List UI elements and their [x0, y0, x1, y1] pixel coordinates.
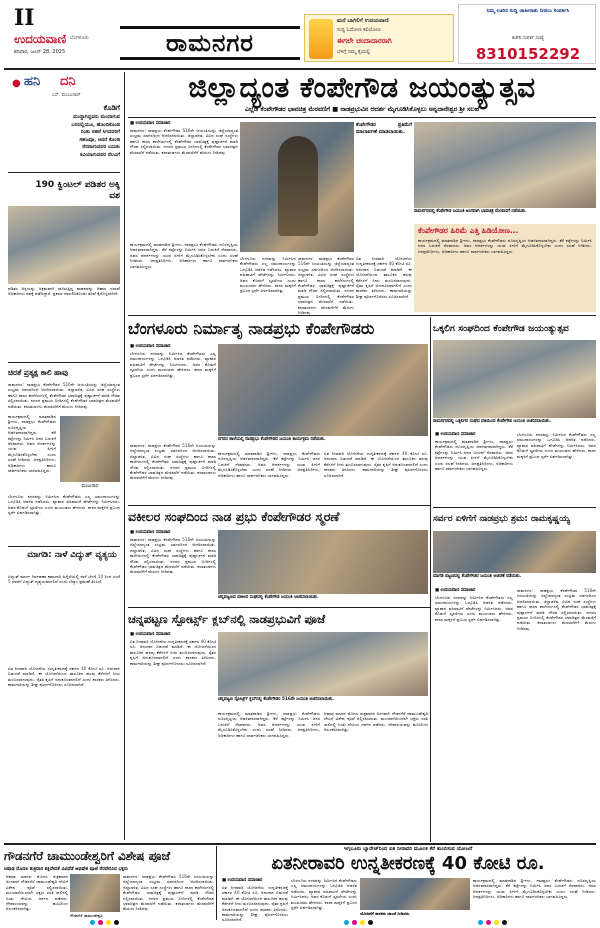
edition-title: ರಾಮನಗರ [165, 29, 255, 57]
okkaliga-photo [433, 340, 596, 418]
bottom-right-body-col3: ಕಾರ್ಯಕ್ರಮದಲ್ಲಿ ಮಾತನಾಡಿದ ಶ್ರೀಗಳು, ನಾಡಪ್ರಭು ಕೆಂಪೇಗೌಡರು ದೂರದೃಷ್ಟಿಯ ಆಡಳಿತಗಾರರಾಗಿದ್ದರು. ಕೆರೆ ಕಟ್ಟೆಗಳನ್ನು ನಿರ್ಮಿಸಿ ಜನರ ಬದುಕಿಗೆ ನೆರವಾದರು. ಅವರ ಆದರ್ಶಗಳನ್ನು ಯುವ ಪೀಳಿಗೆ ಮೈಗೂಡಿಸಿಕೊಳ್ಳಬೇಕು ಎಂದು ಸಲಹೆ ನೀಡಿದರು. ಜನಪ್ರತಿನಿಧಿಗಳು, ಅಧಿಕಾರಿಗಳು ಹಾಗೂ ಸಾರ್ವಜನಿಕರು ಭಾಗವಹಿಸಿದ್ದರು. [473, 878, 596, 900]
phone-number[interactable]: 8310152292 [475, 45, 581, 63]
lawyers-photo [218, 530, 428, 594]
divider [430, 507, 431, 842]
poem-lines [18, 114, 120, 159]
lead-body-col1b: ಕಾರ್ಯಕ್ರಮದಲ್ಲಿ ಮಾತನಾಡಿದ ಶ್ರೀಗಳು, ನಾಡಪ್ರಭು ಕೆಂಪೇಗೌಡರು ದೂರದೃಷ್ಟಿಯ ಆಡಳಿತಗಾರರಾಗಿದ್ದರು. ಕೆರೆ ಕಟ್ಟೆಗಳನ್ನು ನಿರ್ಮಿಸಿ ಜನರ ಬದುಕಿಗೆ ನೆರವಾದರು. ಅವರ ಆದರ್ಶಗಳನ್ನು ಯುವ ಪೀಳಿಗೆ ಮೈಗೂಡಿಸಿಕೊಳ್ಳಬೇಕು ಎಂದು ಸಲಹೆ ನೀಡಿದರು. ಜನಪ್ರತಿನಿಧಿಗಳು, ಅಧಿಕಾರಿಗಳು ಹಾಗೂ ಸಾರ್ವಜನಿಕರು ಭಾಗವಹಿಸಿದ್ದರು. [130, 242, 238, 269]
story3-body: ವಿದ್ಯುತ್ ಮಾರ್ಗ ನಿರ್ವಹಣಾ ಕಾಮಗಾರಿ ಹಿನ್ನೆಲೆಯಲ್ಲಿ ನಾಳೆ ಬೆಳಗ್ಗೆ 10 ರಿಂದ ಸಂಜೆ 5 ರವರೆಗೆ ವಿದ್ಯುತ್ ವ್ಯತ್ಯಯವಾಗಲಿದೆ ಎಂದು ಬೆಸ್ಕಾಂ ಪ್ರಕಟಣೆ ತಿಳಿಸಿದೆ. [8, 574, 120, 585]
poem-line: ನೆರವಾಗುವವರ ಬದುಕು [82, 144, 120, 150]
right-mid-body-col1: ಕಾರ್ಯಕ್ರಮದಲ್ಲಿ ಮಾತನಾಡಿದ ಶ್ರೀಗಳು, ನಾಡಪ್ರಭು ಕೆಂಪೇಗೌಡರು ದೂರದೃಷ್ಟಿಯ ಆಡಳಿತಗಾರರಾಗಿದ್ದರು. ಕೆರೆ ಕಟ್ಟೆಗಳನ್ನು ನಿರ್ಮಿಸಿ ಜನರ ಬದುಕಿಗೆ ನೆರವಾದರು. ಅವರ ಆದರ್ಶಗಳನ್ನು ಯುವ ಪೀಳಿಗೆ ಮೈಗೂಡಿಸಿಕೊಳ್ಳಬೇಕು ಎಂದು ಸಲಹೆ ನೀಡಿದರು. ಜನಪ್ರತಿನಿಧಿಗಳು, ಅಧಿಕಾರಿಗಳು ಹಾಗೂ ಸಾರ್ವಜನಿಕರು ಭಾಗವಹಿಸಿದ್ದರು. [435, 439, 513, 472]
bottom-right-body-col1: ಏತ ನೀರಾವರಿ ಯೋಜನೆಯ ಉನ್ನತೀಕರಣಕ್ಕೆ ಸರ್ಕಾರ 40 ಕೋಟಿ ರೂ. ಅನುದಾನ ಬಿಡುಗಡೆ ಮಾಡಿದೆ. ಈ ಯೋಜನೆಯಿಂದ ತಾಲೂಕಿನ ಹಲವು ಕೆರೆಗಳಿಗೆ ನೀರು ತುಂಬಿಸಲಾಗುವುದು. ರೈತರ ಕೃಷಿಗೆ ಅನುಕೂಲವಾಗಲಿದೆ ಎಂದು ಶಾಸಕರು ತಿಳಿಸಿದರು. ಕಾಮಗಾರಿಯನ್ನು ಶೀಘ್ರ ಪೂರ್ಣಗೊಳಿಸಲು ಸೂಚಿಸಲಾಗಿದೆ. [222, 885, 289, 923]
sarva-photo [433, 531, 596, 573]
divider [128, 505, 430, 506]
registration-mark [106, 920, 111, 925]
bottom-left-subhead: ಆಷಾಢ ಮೊದಲ ಶುಕ್ರವಾರ ಶಕ್ತಿದೇವತೆ ವಿವಿಧೆಡೆ ಅಭಿಷೇಕ ಪೂಜೆ ನೆರವೇರಿಸಿದ ಭಕ್ತರು [4, 867, 129, 872]
registration-mark [478, 920, 483, 925]
story2-body: ರಾಮನಗರ: ನಾಡಪ್ರಭು ಕೆಂಪೇಗೌಡರ 516ನೇ ಜಯಂತಿಯನ್ನು ಜಿಲ್ಲೆಯಾದ್ಯಂತ ಸಂಭ್ರಮ ಸಡಗರದಿಂದ ಆಚರಿಸಲಾಯಿತು. ಜಿಲ್ಲಾಡಳಿತ, ವಿವಿಧ ಸಂಘ ಸಂಸ್ಥೆಗಳು ಹಾಗೂ ಶಾಲಾ ಕಾಲೇಜುಗಳಲ್ಲಿ ಕೆಂಪೇಗೌಡರ ಭಾವಚಿತ್ರಕ್ಕೆ ಪುಷ್ಪಾರ್ಚನೆ ಮಾಡಿ ಗೌರವ ಸಲ್ಲಿಸಲಾಯಿತು. ನಗರದ ಪ್ರಮುಖ ಬೀದಿಗಳಲ್ಲಿ ಕೆಂಪೇಗೌಡರ ಭಾವಚಿತ್ರದ ಮೆರವಣಿಗೆ ನಡೆಯಿತು. ಕಲಾತಂಡಗಳು ಮೆರವಣಿಗೆಗೆ ಮೆರುಗು ನೀಡಿದವು. [8, 382, 120, 409]
poem-line: ಕವಿಯಾಗುವವರ ನೆಲವಿಗೆ [80, 151, 120, 158]
story1-headline: 190 ಕ್ವಿಂಟಲ್ ಪಡಿತರ ಅಕ್ಕಿ ವಶ [35, 180, 120, 201]
rice-bags-photo [8, 206, 120, 284]
lawyers-headline: ವಕೀಲರ ಸಂಘದಿಂದ ನಾಡ ಪ್ರಭು ಕೆಂಪೇಗೌಡರ ಸ್ಮರಣೆ [128, 509, 340, 524]
newspaper-icon [309, 19, 333, 59]
lead-box-title: ಕೆಂಪೇಗೌಡರ ಹಿರಿಮೆ ಎತ್ತಿ ಹಿಡಿಯೋಣ... [418, 226, 519, 235]
paper-name: ಉದಯವಾಣಿ [14, 32, 67, 46]
mid-body-col4: ಏತ ನೀರಾವರಿ ಯೋಜನೆಯ ಉನ್ನತೀಕರಣಕ್ಕೆ ಸರ್ಕಾರ 40 ಕೋಟಿ ರೂ. ಅನುದಾನ ಬಿಡುಗಡೆ ಮಾಡಿದೆ. ಈ ಯೋಜನೆಯಿಂದ ತಾಲೂಕಿನ ಹಲವು ಕೆರೆಗಳಿಗೆ ನೀರು ತುಂಬಿಸಲಾಗುವುದು. ರೈತರ ಕೃಷಿಗೆ ಅನುಕೂಲವಾಗಲಿದೆ ಎಂದು ಶಾಸಕರು ತಿಳಿಸಿದರು. ಕಾಮಗಾರಿಯನ್ನು ಶೀಘ್ರ ಪೂರ್ಣಗೊಳಿಸಲು ಸೂಚಿಸಲಾಗಿದೆ. [324, 451, 428, 478]
irrigation-photo [360, 878, 470, 910]
bottom-left-body-col2: ರಾಮನಗರ: ನಾಡಪ್ರಭು ಕೆಂಪೇಗೌಡರ 516ನೇ ಜಯಂತಿಯನ್ನು ಜಿಲ್ಲೆಯಾದ್ಯಂತ ಸಂಭ್ರಮ ಸಡಗರದಿಂದ ಆಚರಿಸಲಾಯಿತು. ಜಿಲ್ಲಾಡಳಿತ, ವಿವಿಧ ಸಂಘ ಸಂಸ್ಥೆಗಳು ಹಾಗೂ ಶಾಲಾ ಕಾಲೇಜುಗಳಲ್ಲಿ ಕೆಂಪೇಗೌಡರ ಭಾವಚಿತ್ರಕ್ಕೆ ಪುಷ್ಪಾರ್ಚನೆ ಮಾಡಿ ಗೌರವ ಸಲ್ಲಿಸಲಾಯಿತು. ನಗರದ ಪ್ರಮುಖ ಬೀದಿಗಳಲ್ಲಿ ಕೆಂಪೇಗೌಡರ ಭಾವಚಿತ್ರದ ಮೆರವಣಿಗೆ ನಡೆಯಿತು. ಕಲಾತಂಡಗಳು ಮೆರವಣಿಗೆಗೆ ಮೆರುಗು ನೀಡಿದವು. [123, 874, 214, 912]
bottom-photo-caption: ಯೋಜನೆಗೆ ಶಾಸಕರು ಚಾಲನೆ ನೀಡಿದರು. [360, 911, 411, 916]
right-mid-body-col2: ಬೆಂಗಳೂರು ನಗರವನ್ನು ನಿರ್ಮಿಸಿದ ಕೆಂಪೇಗೌಡರು ಎಲ್ಲ ಸಮುದಾಯಗಳನ್ನು ಒಗ್ಗೂಡಿಸಿ ಆಡಳಿತ ನಡೆಸಿದರು. ವ್ಯಾಪಾರ ವಹಿವಾಟಿಗೆ ಪೇಟೆಗಳನ್ನು ನಿರ್ಮಿಸಿದರು. ಅವರ ಕೊಡುಗೆ ಸ್ಮರಣೀಯ ಎಂದು ಮುಖಂಡರು ಹೇಳಿದರು. ಶಾಲಾ ಮಕ್ಕಳಿಗೆ ಪ್ರಬಂಧ ಸ್ಪರ್ಧೆ ಏರ್ಪಡಿಸಲಾಗಿತ್ತು. [517, 432, 596, 459]
heart-icon: ● [12, 78, 21, 89]
story1-body: ಪಡಿತರ ಅಕ್ಕಿಯನ್ನು ಅಕ್ರಮವಾಗಿ ಸಾಗಿಸುತ್ತಿದ್ದ ವಾಹನವನ್ನು ಆಹಾರ ಇಲಾಖೆ ಅಧಿಕಾರಿಗಳು ವಶಕ್ಕೆ ಪಡೆದಿದ್ದಾರೆ. ಪ್ರಕರಣ ದಾಖಲಿಸಿಕೊಂಡು ತನಿಖೆ ಕೈಗೊಳ್ಳಲಾಗಿದೆ. [8, 286, 120, 297]
bottom-kicker: ಇಗ್ಗಲೂರು ಬ್ಯಾರೇಜ್‌ನಿಂದ ಏತ ನೀರಾವರಿ ಮೂಲಕ ಕೆರೆ ತುಂಬಿಸುವ ಯೋಜನೆ [343, 846, 473, 852]
edition-banner [120, 26, 300, 60]
story2-headline: ಚಿರತೆ ಪ್ರತ್ಯಕ್ಷ ಕಾಲಿ ಹಾವು [8, 368, 69, 377]
mid-school-photo [218, 344, 428, 436]
registration-mark [344, 920, 349, 925]
lead-body-col2: ಬೆಂಗಳೂರು ನಗರವನ್ನು ನಿರ್ಮಿಸಿದ ಕೆಂಪೇಗೌಡರು ಎಲ್ಲ ಸಮುದಾಯಗಳನ್ನು ಒಗ್ಗೂಡಿಸಿ ಆಡಳಿತ ನಡೆಸಿದರು. ವ್ಯಾಪಾರ ವಹಿವಾಟಿಗೆ ಪೇಟೆಗಳನ್ನು ನಿರ್ಮಿಸಿದರು. ಅವರ ಕೊಡುಗೆ ಸ್ಮರಣೀಯ ಎಂದು ಮುಖಂಡರು ಹೇಳಿದರು. ಶಾಲಾ ಮಕ್ಕಳಿಗೆ ಪ್ರಬಂಧ ಸ್ಪರ್ಧೆ ಏರ್ಪಡಿಸಲಾಗಿತ್ತು. [240, 256, 296, 294]
brand-a: ಹನಿ [24, 74, 41, 89]
registration-mark [494, 920, 499, 925]
ad1-line2: ಸುದ್ದಿ ಓದೋಣ ಕಲಿಯೋಣ [337, 27, 381, 33]
portrait-caption: ಮಂಜುನಾಥ [81, 484, 99, 489]
lawyers-caption: ಚನ್ನಪಟ್ಟಣದ ವಕೀಲರ ಸಂಘದಲ್ಲಿ ಕೆಂಪೇಗೌಡ ಜಯಂತಿ ಆಚರಿಸಲಾಯಿತು. [218, 595, 319, 600]
registration-mark [352, 920, 357, 925]
lead-headline: ಜಿಲ್ಲಾದ್ಯಂತ ಕೆಂಪೇಗೌಡ ಜಯಂತ್ಯುತ್ಸವ [188, 71, 536, 104]
sarva-body-col2: ರಾಮನಗರ: ನಾಡಪ್ರಭು ಕೆಂಪೇಗೌಡರ 516ನೇ ಜಯಂತಿಯನ್ನು ಜಿಲ್ಲೆಯಾದ್ಯಂತ ಸಂಭ್ರಮ ಸಡಗರದಿಂದ ಆಚರಿಸಲಾಯಿತು. ಜಿಲ್ಲಾಡಳಿತ, ವಿವಿಧ ಸಂಘ ಸಂಸ್ಥೆಗಳು ಹಾಗೂ ಶಾಲಾ ಕಾಲೇಜುಗಳಲ್ಲಿ ಕೆಂಪೇಗೌಡರ ಭಾವಚಿತ್ರಕ್ಕೆ ಪುಷ್ಪಾರ್ಚನೆ ಮಾಡಿ ಗೌರವ ಸಲ್ಲಿಸಲಾಯಿತು. ನಗರದ ಪ್ರಮುಖ ಬೀದಿಗಳಲ್ಲಿ ಕೆಂಪೇಗೌಡರ ಭಾವಚಿತ್ರದ ಮೆರವಣಿಗೆ ನಡೆಯಿತು. ಕಲಾತಂಡಗಳು ಮೆರವಣಿಗೆಗೆ ಮೆರುಗು ನೀಡಿದವು. [517, 588, 596, 631]
ad1-line4: ಬೆಳಿಗ್ಗೆ ನಿಮ್ಮ ಕೈಯಲ್ಲಿ [337, 49, 371, 55]
mid-body-col3: ಕಾರ್ಯಕ್ರಮದಲ್ಲಿ ಮಾತನಾಡಿದ ಶ್ರೀಗಳು, ನಾಡಪ್ರಭು ಕೆಂಪೇಗೌಡರು ದೂರದೃಷ್ಟಿಯ ಆಡಳಿತಗಾರರಾಗಿದ್ದರು. ಕೆರೆ ಕಟ್ಟೆಗಳನ್ನು ನಿರ್ಮಿಸಿ ಜನರ ಬದುಕಿಗೆ ನೆರವಾದರು. ಅವರ ಆದರ್ಶಗಳನ್ನು ಯುವ ಪೀಳಿಗೆ ಮೈಗೂಡಿಸಿಕೊಳ್ಳಬೇಕು ಎಂದು ಸಲಹೆ ನೀಡಿದರು. ಜನಪ್ರತಿನಿಧಿಗಳು, ಅಧಿಕಾರಿಗಳು ಹಾಗೂ ಸಾರ್ವಜನಿಕರು ಭಾಗವಹಿಸಿದ್ದರು. [218, 451, 320, 478]
paper-suffix: ಬೆಂಗಳೂರು [70, 35, 89, 41]
registration-mark [98, 920, 103, 925]
sarva-caption: ಮಾಗಡಿ ಪಟ್ಟಣದಲ್ಲಿ ಕೆಂಪೇಗೌಡರ ಜಯಂತಿ ಆಚರಣೆ ನಡೆಯಿತು. [433, 574, 522, 579]
poem-title: ಕೊಡಿಗೆ [103, 104, 120, 112]
poem-line: ಮುದ್ದಾಗಿದ್ದವರು ಮಂದಾಗುವ [73, 114, 120, 120]
divider [8, 362, 120, 363]
bottom-right-headline: ಏತನೀರಾವರಿ ಉನ್ನತೀಕರಣಕ್ಕೆ 40 ಕೋಟಿ ರೂ. [271, 853, 545, 874]
lead-photo-caption: ರಾಮನಗರದಲ್ಲಿ ಕೆಂಪೇಗೌಡ ಜಯಂತಿ ಅಂಗವಾಗಿ ಭಾವಚಿತ್ರ ಮೆರವಣಿಗೆ ನಡೆಯಿತು. [414, 209, 527, 214]
hani-dani-brand [12, 74, 122, 106]
mid-headline: ಬೆಂಗಳೂರು ನಿರ್ಮಾತೃ ನಾಡಪ್ರಭು ಕೆಂಪೇಗೌಡರು [128, 319, 375, 338]
poem-line: ಸಹಜವೂ, ಆದರೆ ಕೊಂಡಿ [79, 136, 120, 143]
lead-subhead: ಎಲ್ಲೆಡೆ ಕೆಂಪೇಗೌಡರ ಭಾವಚಿತ್ರ ಮೆರವಣಿಗೆ ■ ನಾಡಪ್ರಭುವಿನ ಆದರ್ಶ ಮೈಗೂಡಿಸಿಕೊಳ್ಳಲು ಅನ್ನದಾನೇಶ್ವರ ಶ್ರೀ ಸಲಹೆ [244, 106, 480, 113]
divider [4, 843, 596, 845]
registration-mark [90, 920, 95, 925]
lawyers-byline: ■ ಉದಯವಾಣಿ ಸಮಾಚಾರ [130, 530, 171, 535]
sarva-headline: ಸರ್ವರ ಏಳಿಗೆಗೆ ನಾಡಪ್ರಭು ಶ್ರಮ: ರಾಮಕೃಷ್ಣಯ್ಯ [433, 514, 570, 524]
kempegowda-statue-photo [240, 122, 354, 252]
registration-mark [486, 920, 491, 925]
divider [128, 117, 596, 118]
mid-byline: ■ ಉದಯವಾಣಿ ಸಮಾಚಾರ [130, 344, 171, 349]
lead-box-body: ಕಾರ್ಯಕ್ರಮದಲ್ಲಿ ಮಾತನಾಡಿದ ಶ್ರೀಗಳು, ನಾಡಪ್ರಭು ಕೆಂಪೇಗೌಡರು ದೂರದೃಷ್ಟಿಯ ಆಡಳಿತಗಾರರಾಗಿದ್ದರು. ಕೆರೆ ಕಟ್ಟೆಗಳನ್ನು ನಿರ್ಮಿಸಿ ಜನರ ಬದುಕಿಗೆ ನೆರವಾದರು. ಅವರ ಆದರ್ಶಗಳನ್ನು ಯುವ ಪೀಳಿಗೆ ಮೈಗೂಡಿಸಿಕೊಳ್ಳಬೇಕು ಎಂದು ಸಲಹೆ ನೀಡಿದರು. ಜನಪ್ರತಿನಿಧಿಗಳು, ಅಧಿಕಾರಿಗಳು ಹಾಗೂ ಸಾರ್ವಜನಿಕರು ಭಾಗವಹಿಸಿದ್ದರು. [418, 238, 592, 254]
divider [216, 846, 217, 920]
divider [8, 172, 120, 173]
sidebar-rule [124, 72, 125, 840]
lead-body-col4: ಏತ ನೀರಾವರಿ ಯೋಜನೆಯ ಉನ್ನತೀಕರಣಕ್ಕೆ ಸರ್ಕಾರ 40 ಕೋಟಿ ರೂ. ಅನುದಾನ ಬಿಡುಗಡೆ ಮಾಡಿದೆ. ಈ ಯೋಜನೆಯಿಂದ ತಾಲೂಕಿನ ಹಲವು ಕೆರೆಗಳಿಗೆ ನೀರು ತುಂಬಿಸಲಾಗುವುದು. ರೈತರ ಕೃಷಿಗೆ ಅನುಕೂಲವಾಗಲಿದೆ ಎಂದು ಶಾಸಕರು ತಿಳಿಸಿದರು. ಕಾಮಗಾರಿಯನ್ನು ಶೀಘ್ರ ಪೂರ್ಣಗೊಳಿಸಲು ಸೂಚಿಸಲಾಗಿದೆ. [356, 256, 412, 299]
club-body-col1: ಏತ ನೀರಾವರಿ ಯೋಜನೆಯ ಉನ್ನತೀಕರಣಕ್ಕೆ ಸರ್ಕಾರ 40 ಕೋಟಿ ರೂ. ಅನುದಾನ ಬಿಡುಗಡೆ ಮಾಡಿದೆ. ಈ ಯೋಜನೆಯಿಂದ ತಾಲೂಕಿನ ಹಲವು ಕೆರೆಗಳಿಗೆ ನೀರು ತುಂಬಿಸಲಾಗುವುದು. ರೈತರ ಕೃಷಿಗೆ ಅನುಕೂಲವಾಗಲಿದೆ ಎಂದು ಶಾಸಕರು ತಿಳಿಸಿದರು. ಕಾಮಗಾರಿಯನ್ನು ಶೀಘ್ರ ಪೂರ್ಣಗೊಳಿಸಲು ಸೂಚಿಸಲಾಗಿದೆ. [130, 639, 216, 666]
registration-mark [368, 920, 373, 925]
divider [128, 315, 596, 316]
phone-ad[interactable] [458, 4, 596, 64]
bottom-right-byline: ■ ಉದಯವಾಣಿ ಸಮಾಚಾರ [222, 878, 263, 883]
poem-line: ಬರದಲ್ಲಿಯೂ, ಹೊಂದಿಕೊಂಡ [71, 121, 120, 128]
sarva-byline: ■ ಉದಯವಾಣಿ ಸಮಾಚಾರ [435, 588, 476, 593]
club-photo [218, 632, 428, 696]
subscription-ad[interactable] [304, 14, 454, 62]
club-caption: ಚನ್ನಪಟ್ಟಣ ಸ್ಪೋರ್ಟ್ಸ್ ಕ್ಲಬ್‌ನಲ್ಲಿ ಕೆಂಪೇಗೌಡರ 516ನೇ ಜಯಂತಿ ಆಚರಿಸಲಾಯಿತು. [218, 697, 334, 702]
story3-headline: ಮಾಗಡಿ: ನಾಳೆ ವಿದ್ಯುತ್ ವ್ಯತ್ಯಯ [27, 550, 117, 560]
idol-caption: ಗೌಡನಗೆರೆ ಚಾಮುಂಡೇಶ್ವರಿ [70, 913, 103, 918]
right-mid-caption: ರಾಮನಗರದಲ್ಲಿ ಒಕ್ಕಲಿಗರ ಸಂಘದ ವತಿಯಿಂದ ಕೆಂಪೇಗೌಡ ಜಯಂತಿ ಆಚರಿಸಲಾಯಿತು. [433, 419, 551, 424]
lead-body-col1: ರಾಮನಗರ: ನಾಡಪ್ರಭು ಕೆಂಪೇಗೌಡರ 516ನೇ ಜಯಂತಿಯನ್ನು ಜಿಲ್ಲೆಯಾದ್ಯಂತ ಸಂಭ್ರಮ ಸಡಗರದಿಂದ ಆಚರಿಸಲಾಯಿತು. ಜಿಲ್ಲಾಡಳಿತ, ವಿವಿಧ ಸಂಘ ಸಂಸ್ಥೆಗಳು ಹಾಗೂ ಶಾಲಾ ಕಾಲೇಜುಗಳಲ್ಲಿ ಕೆಂಪೇಗೌಡರ ಭಾವಚಿತ್ರಕ್ಕೆ ಪುಷ್ಪಾರ್ಚನೆ ಮಾಡಿ ಗೌರವ ಸಲ್ಲಿಸಲಾಯಿತು. ನಗರದ ಪ್ರಮುಖ ಬೀದಿಗಳಲ್ಲಿ ಕೆಂಪೇಗೌಡರ ಭಾವಚಿತ್ರದ ಮೆರವಣಿಗೆ ನಡೆಯಿತು. ಕಲಾತಂಡಗಳು ಮೆರವಣಿಗೆಗೆ ಮೆರುಗು ನೀಡಿದವು. [130, 128, 238, 155]
mid-photo-caption: ನಗರದ ಶಾಲೆಯಲ್ಲಿ ನಾಡಪ್ರಭು ಕೆಂಪೇಗೌಡರ ಜಯಂತಿ ಕಾರ್ಯಕ್ರಮ ನಡೆಯಿತು. [218, 437, 326, 442]
chamundeshwari-idol-photo [70, 874, 120, 912]
lead-box [414, 224, 596, 312]
statue-figure [278, 136, 318, 236]
lead-byline: ■ ಉದಯವಾಣಿ ಸಮಾಚಾರ [130, 121, 171, 126]
bottom-right-body-col2: ಬೆಂಗಳೂರು ನಗರವನ್ನು ನಿರ್ಮಿಸಿದ ಕೆಂಪೇಗೌಡರು ಎಲ್ಲ ಸಮುದಾಯಗಳನ್ನು ಒಗ್ಗೂಡಿಸಿ ಆಡಳಿತ ನಡೆಸಿದರು. ವ್ಯಾಪಾರ ವಹಿವಾಟಿಗೆ ಪೇಟೆಗಳನ್ನು ನಿರ್ಮಿಸಿದರು. ಅವರ ಕೊಡುಗೆ ಸ್ಮರಣೀಯ ಎಂದು ಮುಖಂಡರು ಹೇಳಿದರು. ಶಾಲಾ ಮಕ್ಕಳಿಗೆ ಪ್ರಬಂಧ ಸ್ಪರ್ಧೆ ಏರ್ಪಡಿಸಲಾಗಿತ್ತು. [291, 878, 357, 911]
lead-side-caption: ಕೆಂಪೇಗೌಡರ ಪ್ರತಿಮೆಗೆ ಮಾಲಾರ್ಪಣೆ ಮಾಡಲಾಯಿತು. [356, 122, 412, 136]
divider [128, 607, 430, 608]
bottom-left-headline: ಗೌಡನಗೆರೆ ಚಾಮುಂಡೇಶ್ವರಿಗೆ ವಿಶೇಷ ಪೂಜೆ [4, 849, 171, 863]
divider [8, 546, 120, 547]
registration-mark [502, 920, 507, 925]
right-mid-byline: ■ ಉದಯವಾಣಿ ಸಮಾಚಾರ [435, 432, 476, 437]
story2-body-more: ಬೆಂಗಳೂರು ನಗರವನ್ನು ನಿರ್ಮಿಸಿದ ಕೆಂಪೇಗೌಡರು ಎಲ್ಲ ಸಮುದಾಯಗಳನ್ನು ಒಗ್ಗೂಡಿಸಿ ಆಡಳಿತ ನಡೆಸಿದರು. ವ್ಯಾಪಾರ ವಹಿವಾಟಿಗೆ ಪೇಟೆಗಳನ್ನು ನಿರ್ಮಿಸಿದರು. ಅವರ ಕೊಡುಗೆ ಸ್ಮರಣೀಯ ಎಂದು ಮುಖಂಡರು ಹೇಳಿದರು. ಶಾಲಾ ಮಕ್ಕಳಿಗೆ ಪ್ರಬಂಧ ಸ್ಪರ್ಧೆ ಏರ್ಪಡಿಸಲಾಗಿತ್ತು. [8, 494, 120, 516]
portrait-photo [60, 416, 120, 482]
masthead [0, 0, 600, 68]
bottom-left-body-col1: ಆಷಾಢ ಮಾಸದ ಮೊದಲ ಶುಕ್ರವಾರದ ಅಂಗವಾಗಿ ಗೌಡನಗೆರೆ ಚಾಮುಂಡೇಶ್ವರಿ ದೇವಿಗೆ ವಿಶೇಷ ಪೂಜೆ ಸಲ್ಲಿಸಲಾಯಿತು. ಮುಂಜಾನೆಯಿಂದಲೇ ಭಕ್ತರು ಸರತಿ ಸಾಲಿನಲ್ಲಿ ನಿಂತು ದೇವಿಯ ದರ್ಶನ ಪಡೆದರು. ದೇವಾಲಯವನ್ನು ಹೂವಿನಿಂದ ಅಲಂಕರಿಸಲಾಗಿತ್ತು. [6, 874, 68, 912]
sarva-body-col1: ಬೆಂಗಳೂರು ನಗರವನ್ನು ನಿರ್ಮಿಸಿದ ಕೆಂಪೇಗೌಡರು ಎಲ್ಲ ಸಮುದಾಯಗಳನ್ನು ಒಗ್ಗೂಡಿಸಿ ಆಡಳಿತ ನಡೆಸಿದರು. ವ್ಯಾಪಾರ ವಹಿವಾಟಿಗೆ ಪೇಟೆಗಳನ್ನು ನಿರ್ಮಿಸಿದರು. ಅವರ ಕೊಡುಗೆ ಸ್ಮರಣೀಯ ಎಂದು ಮುಖಂಡರು ಹೇಳಿದರು. ಶಾಲಾ ಮಕ್ಕಳಿಗೆ ಪ್ರಬಂಧ ಸ್ಪರ್ಧೆ ಏರ್ಪಡಿಸಲಾಗಿತ್ತು. [435, 595, 513, 622]
poem-line: ನಿಂತು ಸಹನೆ ಸಿಗದವರಿಗೆ [80, 129, 120, 135]
brand-b: ದನಿ [60, 74, 76, 89]
club-body-col2: ಕಾರ್ಯಕ್ರಮದಲ್ಲಿ ಮಾತನಾಡಿದ ಶ್ರೀಗಳು, ನಾಡಪ್ರಭು ಕೆಂಪೇಗೌಡರು ದೂರದೃಷ್ಟಿಯ ಆಡಳಿತಗಾರರಾಗಿದ್ದರು. ಕೆರೆ ಕಟ್ಟೆಗಳನ್ನು ನಿರ್ಮಿಸಿ ಜನರ ಬದುಕಿಗೆ ನೆರವಾದರು. ಅವರ ಆದರ್ಶಗಳನ್ನು ಯುವ ಪೀಳಿಗೆ ಮೈಗೂಡಿಸಿಕೊಳ್ಳಬೇಕು ಎಂದು ಸಲಹೆ ನೀಡಿದರು. ಜನಪ್ರತಿನಿಧಿಗಳು, ಅಧಿಕಾರಿಗಳು ಹಾಗೂ ಸಾರ್ವಜನಿಕರು ಭಾಗವಹಿಸಿದ್ದರು. [218, 711, 320, 738]
registration-mark [114, 920, 119, 925]
story2-body-col: ಕಾರ್ಯಕ್ರಮದಲ್ಲಿ ಮಾತನಾಡಿದ ಶ್ರೀಗಳು, ನಾಡಪ್ರಭು ಕೆಂಪೇಗೌಡರು ದೂರದೃಷ್ಟಿಯ ಆಡಳಿತಗಾರರಾಗಿದ್ದರು. ಕೆರೆ ಕಟ್ಟೆಗಳನ್ನು ನಿರ್ಮಿಸಿ ಜನರ ಬದುಕಿಗೆ ನೆರವಾದರು. ಅವರ ಆದರ್ಶಗಳನ್ನು ಯುವ ಪೀಳಿಗೆ ಮೈಗೂಡಿಸಿಕೊಳ್ಳಬೇಕು ಎಂದು ಸಲಹೆ ನೀಡಿದರು. ಜನಪ್ರತಿನಿಧಿಗಳು, ಅಧಿಕಾರಿಗಳು ಹಾಗೂ ಸಾರ್ವಜನಿಕರು ಭಾಗವಹಿಸಿದ್ದರು. [8, 414, 56, 474]
divider [433, 507, 596, 508]
procession-photo [414, 122, 596, 208]
registration-mark [360, 920, 365, 925]
club-body-col3: ಆಷಾಢ ಮಾಸದ ಮೊದಲ ಶುಕ್ರವಾರದ ಅಂಗವಾಗಿ ಗೌಡನಗೆರೆ ಚಾಮುಂಡೇಶ್ವರಿ ದೇವಿಗೆ ವಿಶೇಷ ಪೂಜೆ ಸಲ್ಲಿಸಲಾಯಿತು. ಮುಂಜಾನೆಯಿಂದಲೇ ಭಕ್ತರು ಸರತಿ ಸಾಲಿನಲ್ಲಿ ನಿಂತು ದೇವಿಯ ದರ್ಶನ ಪಡೆದರು. ದೇವಾಲಯವನ್ನು ಹೂವಿನಿಂದ ಅಲಂಕರಿಸಲಾಗಿತ್ತು. [324, 711, 428, 733]
mid-body-col1: ಬೆಂಗಳೂರು ನಗರವನ್ನು ನಿರ್ಮಿಸಿದ ಕೆಂಪೇಗೌಡರು ಎಲ್ಲ ಸಮುದಾಯಗಳನ್ನು ಒಗ್ಗೂಡಿಸಿ ಆಡಳಿತ ನಡೆಸಿದರು. ವ್ಯಾಪಾರ ವಹಿವಾಟಿಗೆ ಪೇಟೆಗಳನ್ನು ನಿರ್ಮಿಸಿದರು. ಅವರ ಕೊಡುಗೆ ಸ್ಮರಣೀಯ ಎಂದು ಮುಖಂಡರು ಹೇಳಿದರು. ಶಾಲಾ ಮಕ್ಕಳಿಗೆ ಪ್ರಬಂಧ ಸ್ಪರ್ಧೆ ಏರ್ಪಡಿಸಲಾಗಿತ್ತು. [130, 351, 216, 378]
brand-sub: ಎಸ್. ಮಂಜುನಾಥ್ [52, 93, 81, 98]
mid-body-col2: ರಾಮನಗರ: ನಾಡಪ್ರಭು ಕೆಂಪೇಗೌಡರ 516ನೇ ಜಯಂತಿಯನ್ನು ಜಿಲ್ಲೆಯಾದ್ಯಂತ ಸಂಭ್ರಮ ಸಡಗರದಿಂದ ಆಚರಿಸಲಾಯಿತು. ಜಿಲ್ಲಾಡಳಿತ, ವಿವಿಧ ಸಂಘ ಸಂಸ್ಥೆಗಳು ಹಾಗೂ ಶಾಲಾ ಕಾಲೇಜುಗಳಲ್ಲಿ ಕೆಂಪೇಗೌಡರ ಭಾವಚಿತ್ರಕ್ಕೆ ಪುಷ್ಪಾರ್ಚನೆ ಮಾಡಿ ಗೌರವ ಸಲ್ಲಿಸಲಾಯಿತು. ನಗರದ ಪ್ರಮುಖ ಬೀದಿಗಳಲ್ಲಿ ಕೆಂಪೇಗೌಡರ ಭಾವಚಿತ್ರದ ಮೆರವಣಿಗೆ ನಡೆಯಿತು. ಕಲಾತಂಡಗಳು ಮೆರವಣಿಗೆಗೆ ಮೆರುಗು ನೀಡಿದವು. [130, 443, 216, 481]
ad2-sub: ಕಚೇರಿ ಸಂಪರ್ಕ ಸಂಖ್ಯೆ [512, 36, 544, 41]
ad2-text: ನಿಮ್ಮ ಊರಿನ ಸುದ್ದಿ ಜಾಹೀರಾತು ನೀಡಲು ಸಂಪರ್ಕಿಸಿ [486, 8, 570, 14]
lead-body-col3: ರಾಮನಗರ: ನಾಡಪ್ರಭು ಕೆಂಪೇಗೌಡರ 516ನೇ ಜಯಂತಿಯನ್ನು ಜಿಲ್ಲೆಯಾದ್ಯಂತ ಸಂಭ್ರಮ ಸಡಗರದಿಂದ ಆಚರಿಸಲಾಯಿತು. ಜಿಲ್ಲಾಡಳಿತ, ವಿವಿಧ ಸಂಘ ಸಂಸ್ಥೆಗಳು ಹಾಗೂ ಶಾಲಾ ಕಾಲೇಜುಗಳಲ್ಲಿ ಕೆಂಪೇಗೌಡರ ಭಾವಚಿತ್ರಕ್ಕೆ ಪುಷ್ಪಾರ್ಚನೆ ಮಾಡಿ ಗೌರವ ಸಲ್ಲಿಸಲಾಯಿತು. ನಗರದ ಪ್ರಮುಖ ಬೀದಿಗಳಲ್ಲಿ ಕೆಂಪೇಗೌಡರ ಭಾವಚಿತ್ರದ ಮೆರವಣಿಗೆ ನಡೆಯಿತು. ಕಲಾತಂಡಗಳು ಮೆರವಣಿಗೆಗೆ ಮೆರುಗು ನೀಡಿದವು. [298, 256, 354, 316]
right-mid-headline: ಒಕ್ಕಲಿಗ ಸಂಘದಿಂದ ಕೆಂಪೇಗೌಡ ಜಯಂತ್ಯುತ್ಸವ [433, 323, 569, 334]
sidebar [4, 72, 122, 842]
date-line: ಶನಿವಾರ, ಜೂನ್ 28, 2025 [14, 49, 66, 55]
ad1-line3: ಈಗಲೇ ಚಂದಾದಾರರಾಗಿ [337, 37, 392, 45]
lawyers-body-col1: ರಾಮನಗರ: ನಾಡಪ್ರಭು ಕೆಂಪೇಗೌಡರ 516ನೇ ಜಯಂತಿಯನ್ನು ಜಿಲ್ಲೆಯಾದ್ಯಂತ ಸಂಭ್ರಮ ಸಡಗರದಿಂದ ಆಚರಿಸಲಾಯಿತು. ಜಿಲ್ಲಾಡಳಿತ, ವಿವಿಧ ಸಂಘ ಸಂಸ್ಥೆಗಳು ಹಾಗೂ ಶಾಲಾ ಕಾಲೇಜುಗಳಲ್ಲಿ ಕೆಂಪೇಗೌಡರ ಭಾವಚಿತ್ರಕ್ಕೆ ಪುಷ್ಪಾರ್ಚನೆ ಮಾಡಿ ಗೌರವ ಸಲ್ಲಿಸಲಾಯಿತು. ನಗರದ ಪ್ರಮುಖ ಬೀದಿಗಳಲ್ಲಿ ಕೆಂಪೇಗೌಡರ ಭಾವಚಿತ್ರದ ಮೆರವಣಿಗೆ ನಡೆಯಿತು. ಕಲಾತಂಡಗಳು ಮೆರವಣಿಗೆಗೆ ಮೆರುಗು ನೀಡಿದವು. [130, 537, 216, 575]
story3-body-more: ಏತ ನೀರಾವರಿ ಯೋಜನೆಯ ಉನ್ನತೀಕರಣಕ್ಕೆ ಸರ್ಕಾರ 40 ಕೋಟಿ ರೂ. ಅನುದಾನ ಬಿಡುಗಡೆ ಮಾಡಿದೆ. ಈ ಯೋಜನೆಯಿಂದ ತಾಲೂಕಿನ ಹಲವು ಕೆರೆಗಳಿಗೆ ನೀರು ತುಂಬಿಸಲಾಗುವುದು. ರೈತರ ಕೃಷಿಗೆ ಅನುಕೂಲವಾಗಲಿದೆ ಎಂದು ಶಾಸಕರು ತಿಳಿಸಿದರು. ಕಾಮಗಾರಿಯನ್ನು ಶೀಘ್ರ ಪೂರ್ಣಗೊಳಿಸಲು ಸೂಚಿಸಲಾಗಿದೆ. [8, 666, 120, 688]
club-byline: ■ ಉದಯವಾಣಿ ಸಮಾಚಾರ [130, 632, 171, 637]
ad1-title: ಮನೆ ಬಾಗಿಲಿಗೆ ಉದಯವಾಣಿ [337, 18, 389, 24]
club-headline: ಚನ್ನಪಟ್ಟಣ ಸ್ಪೋರ್ಟ್ಸ್ ಕ್ಲಬ್‌ನಲ್ಲಿ ನಾಡಪ್ರಭುವಿಗೆ ಪೂಜೆ [128, 612, 326, 626]
page-number: II [14, 5, 35, 31]
